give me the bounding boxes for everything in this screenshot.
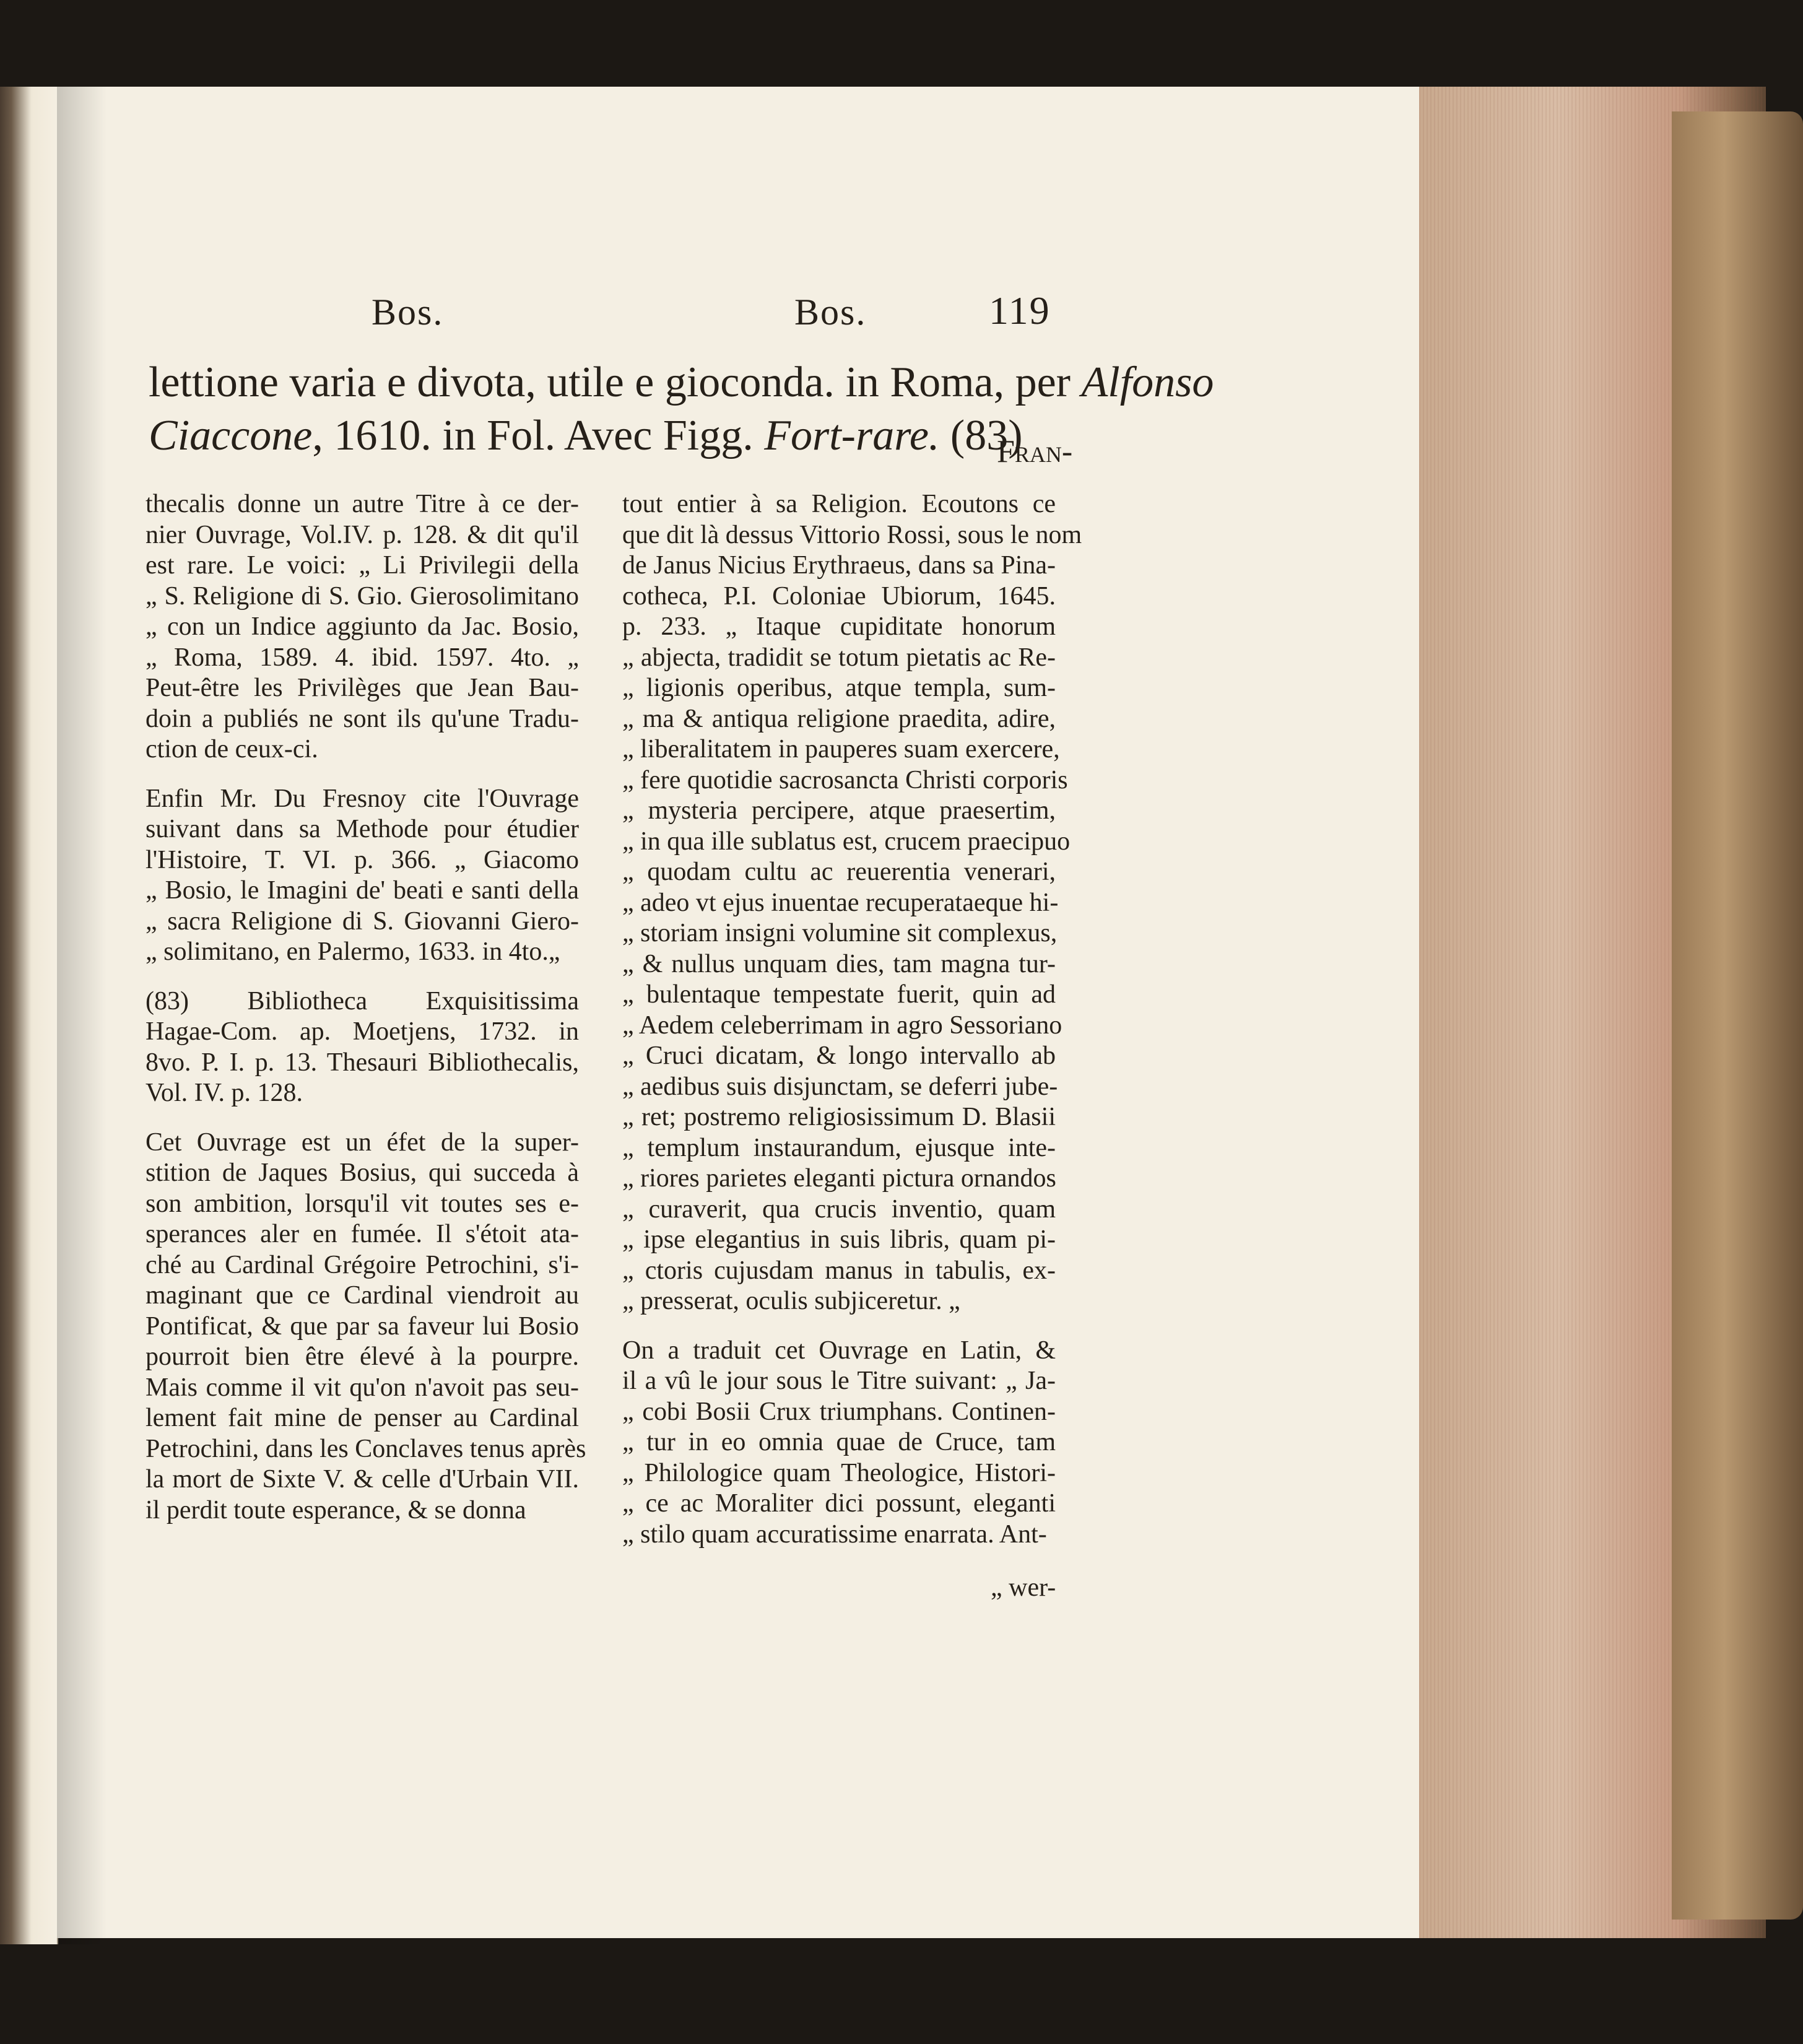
text-line: „ ce ac Moraliter dici possunt, eleganti <box>622 1489 1056 1518</box>
top-entry-imprint: , 1610. in Fol. Avec Figg. <box>312 412 765 459</box>
text-line: Petrochini, dans les Conclaves tenus après <box>146 1434 586 1463</box>
text-line: „ sacra Religione di S. Giovanni Giero- <box>146 907 579 936</box>
top-entry-line-2 <box>149 409 1096 463</box>
text-line: il perdit toute esperance, & se donna <box>146 1495 526 1524</box>
text-line: Enfin Mr. Du Fresnoy cite l'Ouvrage <box>146 784 579 813</box>
text-line: thecalis donne un autre Titre à ce der- <box>146 490 579 518</box>
left-column <box>146 489 586 1526</box>
text-line: „ ctoris cujusdam manus in tabulis, ex- <box>622 1256 1056 1285</box>
text-line: „ riores parietes eleganti pictura ornandos <box>622 1164 1056 1193</box>
text-line: Vol. IV. p. 128. <box>146 1079 303 1107</box>
text-line: Cet Ouvrage est un éfet de la super- <box>146 1128 579 1157</box>
text-line: est rare. Le voici: „ Li Privilegii della <box>146 551 579 580</box>
left-page-edge <box>0 87 58 1944</box>
text-line: „ bulentaque tempestate fuerit, quin ad <box>622 980 1056 1009</box>
text-line: „ in qua ille sublatus est, crucem praecipuo <box>622 827 1071 856</box>
text-line: que dit là dessus Vittorio Rossi, sous le nom <box>622 520 1082 549</box>
text-line: 8vo. P. I. p. 13. Thesauri Bibliothecalis, <box>146 1048 579 1077</box>
text-line: „ abjecta, tradidit se totum pietatis ac Re- <box>622 643 1056 672</box>
text-line: de Janus Nicius Erythraeus, dans sa Pina- <box>622 551 1056 580</box>
text-line: „ stilo quam accuratissime enarrata. Ant- <box>622 1520 1047 1549</box>
text-line: „ templum instaurandum, ejusque inte- <box>622 1133 1056 1162</box>
text-line: cotheca, P.I. Coloniae Ubiorum, 1645. <box>622 581 1056 611</box>
text-line: lement fait mine de penser au Cardinal <box>146 1404 579 1432</box>
top-entry-author-cont: Ciaccone <box>149 412 313 459</box>
text-line: l'Histoire, T. VI. p. 366. „ Giacomo <box>146 845 579 874</box>
text-line: pourroit bien être élevé à la pourpre. <box>146 1342 579 1371</box>
running-head-left: Bos. <box>371 292 444 333</box>
top-entry-author: Alfonso <box>1081 359 1214 406</box>
text-line: son ambition, lorsqu'il vit toutes ses e- <box>146 1189 579 1218</box>
paragraph-gap <box>622 1317 1056 1336</box>
text-line: „ tur in eo omnia quae de Cruce, tam <box>622 1428 1056 1456</box>
book-cover <box>1672 111 1803 1920</box>
text-line: Pontificat, & que par sa faveur lui Bosio <box>146 1311 579 1341</box>
text-line: „ mysteria percipere, atque praesertim, <box>622 796 1056 825</box>
top-entry-note-ref: (83) <box>939 412 1023 459</box>
text-line: stition de Jaques Bosius, qui succeda à <box>146 1159 579 1187</box>
text-line: On a traduit cet Ouvrage en Latin, & <box>622 1336 1056 1365</box>
text-line: „ Bosio, le Imagini de' beati e santi della <box>146 876 579 905</box>
text-line: ché au Cardinal Grégoire Petrochini, s'i- <box>146 1250 579 1279</box>
text-line: „ aedibus suis disjunctam, se deferri jube- <box>622 1072 1058 1101</box>
text-line: „ presserat, oculis subjiceretur. „ <box>622 1287 960 1315</box>
top-entry-line-1 <box>149 356 1214 409</box>
text-line: la mort de Sixte V. & celle d'Urbain VII. <box>146 1465 579 1494</box>
text-line: „ Cruci dicatam, & longo intervallo ab <box>622 1042 1056 1070</box>
catchword-bottom: „ wer- <box>991 1573 1056 1602</box>
right-column <box>622 489 1082 1550</box>
text-line: „ curaverit, qua crucis inventio, quam <box>622 1194 1056 1224</box>
text-line: „ S. Religione di S. Gio. Gierosolimitano <box>146 581 579 611</box>
text-line: „ Aedem celeberrimam in agro Sessoriano <box>622 1011 1062 1040</box>
text-line: ction de ceux-ci. <box>146 735 318 763</box>
text-line: „ liberalitatem in pauperes suam exercere, <box>622 735 1060 763</box>
text-line: p. 233. „ Itaque cupiditate honorum <box>622 612 1056 641</box>
text-line: „ & nullus unquam dies, tam magna tur- <box>622 949 1056 978</box>
text-line: (83) Bibliotheca Exquisitissima <box>146 986 579 1015</box>
text-line: Hagae-Com. ap. Moetjens, 1732. in <box>146 1017 579 1046</box>
text-line: „ adeo vt ejus inuentae recuperataeque hi- <box>622 888 1059 917</box>
text-line: „ quodam cultu ac reuerentia venerari, <box>622 858 1056 886</box>
paragraph-gap <box>146 1109 579 1128</box>
paragraph-gap <box>146 765 579 784</box>
gutter-shadow <box>57 87 106 1944</box>
text-line: „ cobi Bosii Crux triumphans. Continen- <box>622 1397 1056 1426</box>
top-entry-text: lettione varia e divota, utile e gioconda. in Roma, per <box>149 359 1082 406</box>
paragraph-gap <box>146 968 579 986</box>
text-line: „ Philologice quam Theologice, Histori- <box>622 1458 1056 1487</box>
running-head-right: Bos. <box>794 292 867 333</box>
text-line: „ storiam insigni volumine sit complexus, <box>622 919 1058 947</box>
text-line: tout entier à sa Religion. Ecoutons ce <box>622 490 1056 518</box>
text-line: nier Ouvrage, Vol.IV. p. 128. & dit qu'il <box>146 520 579 549</box>
page-number: 119 <box>989 289 1051 333</box>
text-line: maginant que ce Cardinal viendroit au <box>146 1281 579 1310</box>
top-entry-rarity: Fort-rare. <box>764 412 940 459</box>
text-line: „ solimitano, en Palermo, 1633. in 4to.„ <box>146 937 560 966</box>
text-line: „ ret; postremo religiosissimum D. Blasii <box>622 1103 1056 1131</box>
text-line: il a vû le jour sous le Titre suivant: „ Ja- <box>622 1367 1056 1395</box>
text-line: „ Roma, 1589. 4. ibid. 1597. 4to. „ <box>146 643 579 672</box>
catchword-top: Fran- <box>997 434 1073 469</box>
text-line: suivant dans sa Methode pour étudier <box>146 815 579 843</box>
text-line: Peut-être les Privilèges que Jean Bau- <box>146 674 579 702</box>
text-line: „ ma & antiqua religione praedita, adire, <box>622 704 1056 733</box>
text-line: Mais comme il vit qu'on n'avoit pas seu- <box>146 1373 579 1402</box>
text-line: doin a publiés ne sont ils qu'une Tradu- <box>146 704 579 733</box>
text-line: „ ligionis operibus, atque templa, sum- <box>622 674 1056 702</box>
text-line: „ con un Indice aggiunto da Jac. Bosio, <box>146 612 579 641</box>
text-line: sperances aler en fumée. Il s'étoit ata- <box>146 1220 579 1248</box>
text-line: „ ipse elegantius in suis libris, quam pi- <box>622 1225 1056 1254</box>
text-line: „ fere quotidie sacrosancta Christi corporis <box>622 765 1068 794</box>
